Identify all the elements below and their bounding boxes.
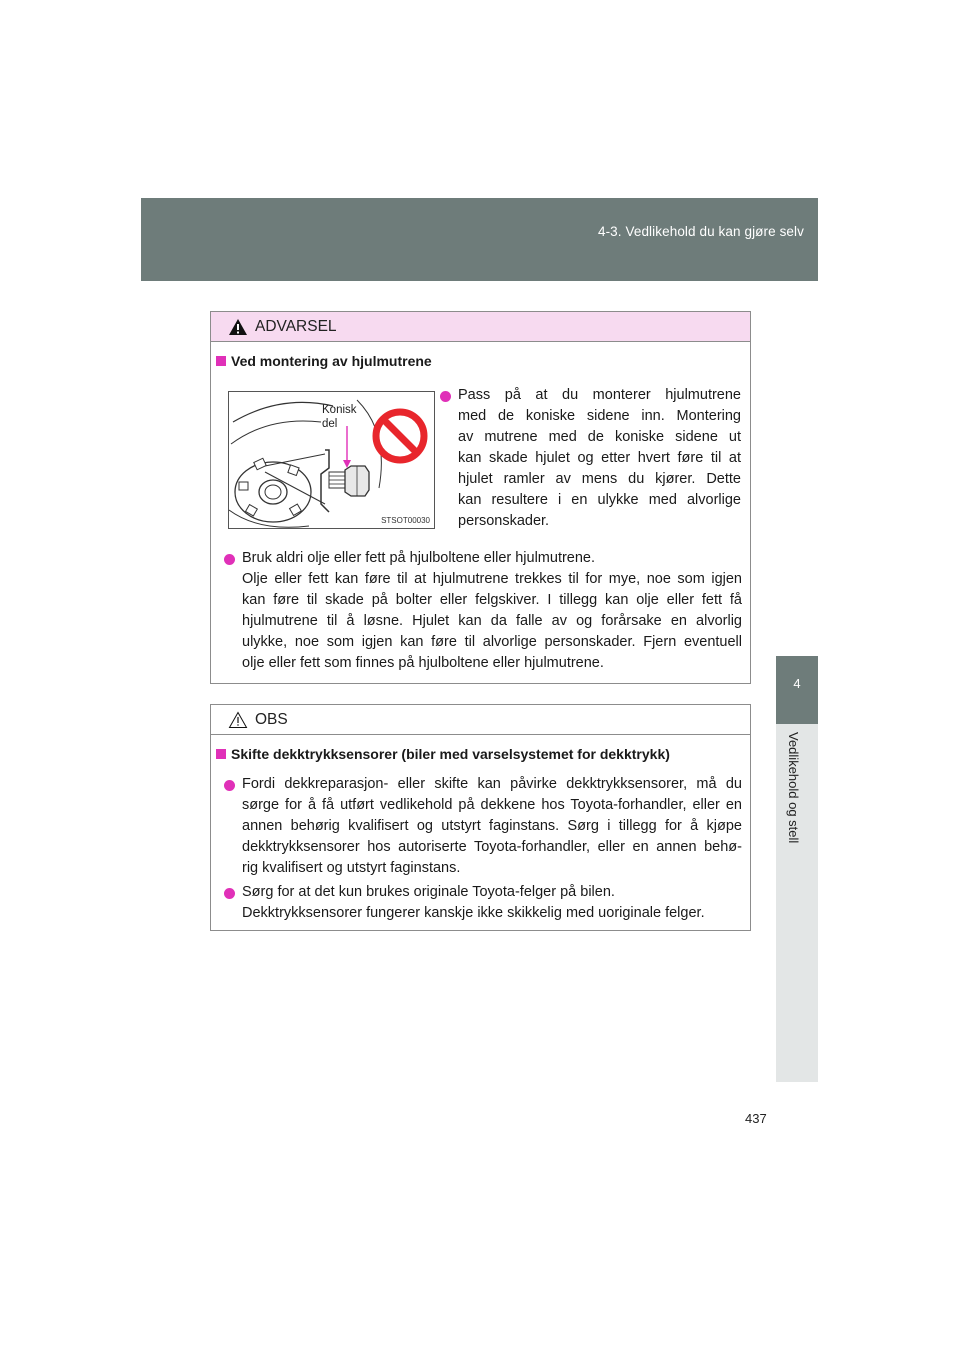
bullet-dot-icon [224, 780, 235, 791]
notice-bullet1-line: annen behørig kvalifisert og utstyrt faginstans. Sørg i tillegg for å kjøpe [242, 818, 742, 834]
section-square-icon [216, 356, 226, 366]
warning-triangle-icon [228, 318, 248, 336]
notice-bullet2 [242, 882, 742, 924]
warning-bullet1-line: med de koniske sidene inn. Montering [458, 408, 741, 424]
notice-section-title-text: Skifte dekktrykksensorer (biler med varselsystemet for dekktrykk) [231, 746, 670, 762]
notice-box-header [211, 705, 750, 735]
warning-bullet1 [458, 385, 741, 532]
bullet-dot-icon [224, 888, 235, 899]
caution-triangle-icon [228, 711, 248, 729]
warning-bullet2-line: olje eller fett som finnes på hjulboltene eller hjulmutrene. [242, 655, 604, 671]
page-number: 437 [745, 1111, 767, 1126]
warning-section-title-text: Ved montering av hjulmutrene [231, 353, 432, 369]
warning-bullet2-line: Bruk aldri olje eller fett på hjulboltene eller hjulmutrene. [242, 550, 596, 566]
notice-bullet1 [242, 774, 742, 879]
chapter-number: 4 [793, 676, 801, 691]
notice-bullet2-line: Sørg for at det kun brukes originale Toyota-felger på bilen. [242, 884, 615, 900]
section-square-icon [216, 749, 226, 759]
notice-bullet2-line: Dekktrykksensorer fungerer kanskje ikke skikkelig med uoriginale felger. [242, 905, 705, 921]
section-header-title: 4-3. Vedlikehold du kan gjøre selv [597, 224, 804, 239]
notice-bullet1-line: Fordi dekkreparasjon- eller skifte kan påvirke dekktrykksensorer, må du [242, 776, 742, 792]
warning-bullet1-line: kan resultere i en ulykke med alvorlige [458, 492, 741, 508]
bullet-dot-icon [224, 554, 235, 565]
figure-label [322, 403, 357, 431]
notice-section-title [216, 746, 670, 762]
chapter-tab [776, 656, 818, 724]
figure-label-line1: Konisk [322, 404, 357, 416]
notice-title: OBS [255, 711, 288, 728]
bullet-dot-icon [440, 391, 451, 402]
warning-bullet1-line: Pass på at du monterer hjulmutrene [458, 387, 741, 403]
warning-bullet2-line: ulykke, noe som igjen kan føre til alvorlige personskader. Fjern eventuell [242, 634, 742, 650]
wheel-nut-figure [228, 391, 435, 529]
notice-bullet1-line: dekktrykksensorer hos autoriserte Toyota-forhandler, eller en annen behø- [242, 839, 742, 855]
chapter-title: Vedlikehold og stell [786, 732, 801, 844]
warning-section-title [216, 353, 432, 369]
notice-bullet1-line: rig kvalifisert og utstyrt faginstans. [242, 860, 461, 876]
header-band [141, 198, 818, 281]
warning-box-header [211, 312, 750, 342]
warning-box [210, 311, 751, 684]
notice-bullet1-line: sørge for å få utført vedlikehold på dekkene hos Toyota-forhandler, eller en [242, 797, 742, 813]
warning-bullet2 [242, 548, 742, 674]
warning-bullet1-line: personskader. [458, 513, 550, 529]
warning-bullet2-line: kan føre til skade på bolter eller felgskiver. I tillegg kan olje eller fett få [242, 592, 742, 608]
notice-box [210, 704, 751, 931]
figure-label-line2: del [322, 418, 338, 430]
warning-bullet1-line: av mutrene med de koniske sidene ut [458, 429, 741, 445]
warning-bullet1-line: hjulet ramler av mens du kjører. Dette [458, 471, 741, 487]
warning-title: ADVARSEL [255, 318, 337, 335]
warning-bullet1-line: kan skade hjulet og etter hvert føre til at [458, 450, 741, 466]
warning-bullet2-line: Olje eller fett kan føre til at hjulmutrene trekkes til for mye, noe som igjen [242, 571, 742, 587]
figure-code: STSOT00030 [381, 516, 430, 525]
warning-bullet2-line: hjulmutrene til å løsne. Hjulet kan da falle av og forårsake en alvorlig [242, 613, 742, 629]
